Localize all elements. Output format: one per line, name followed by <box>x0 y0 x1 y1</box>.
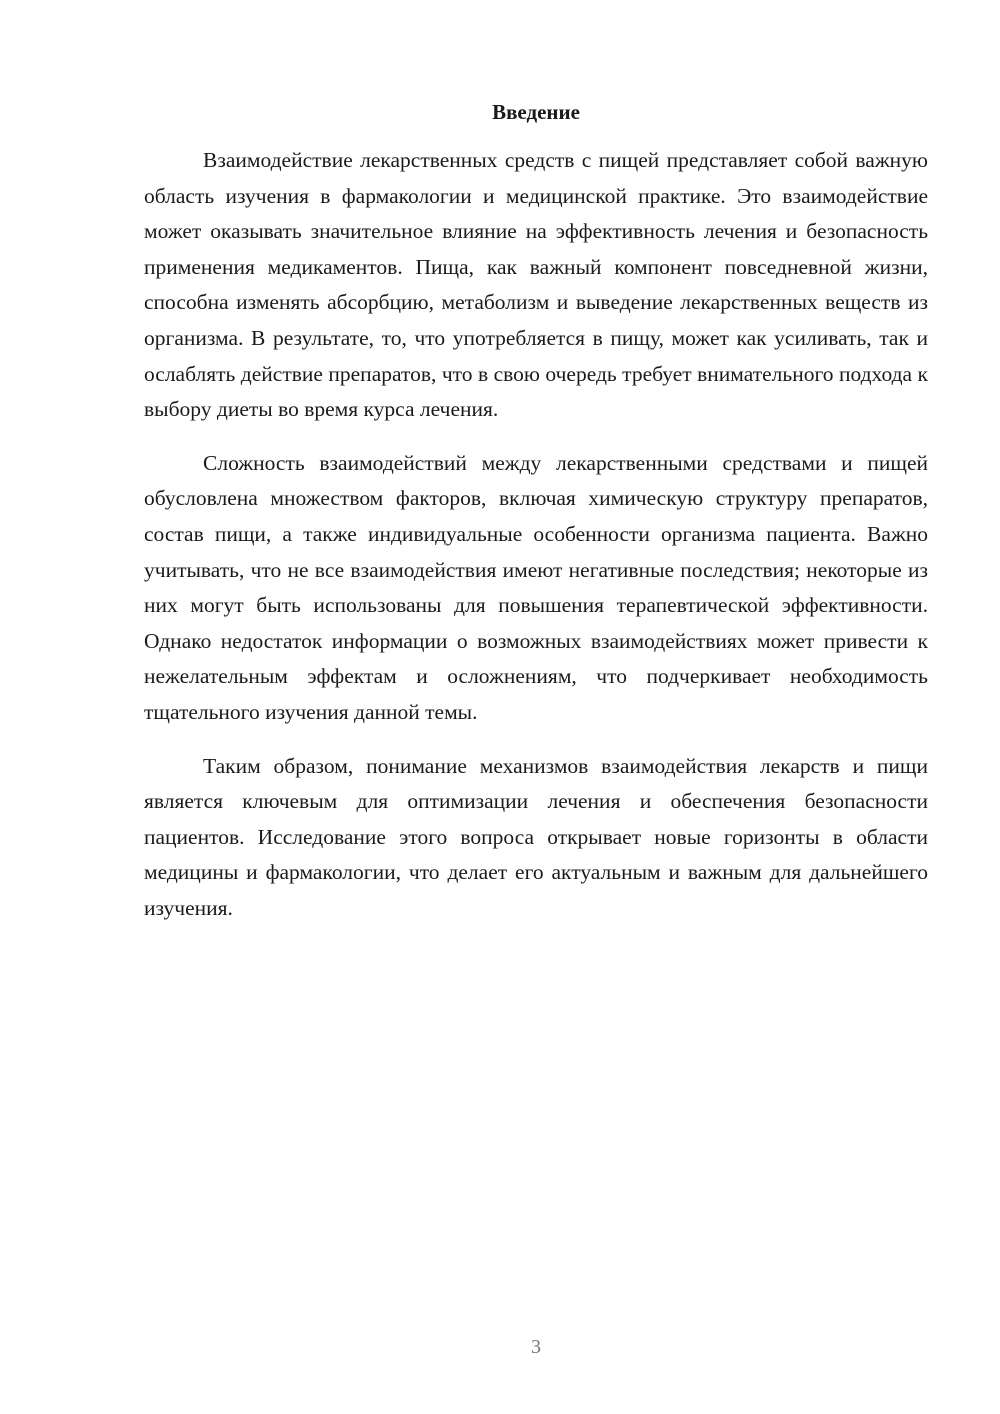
paragraph: Таким образом, понимание механизмов взаимодействия лекарств и пищи является ключевым для оптимизации лечения и обеспечения безопасности пациентов. Исследование этого вопроса открывает новые горизонты в области медицины и фармакологии, что делает его актуальным и важным для дальнейшего изучения. <box>144 753 928 920</box>
paragraph: Взаимодействие лекарственных средств с пищей представляет собой важную область изучения в фармакологии и медицинской практике. Это взаимодействие может оказывать значительное влияние на эффективность лечения и безопасность применения медикаментов. Пища, как важный компонент повседневной жизни, способна изменять абсорбцию, метаболизм и выведение лекарственных веществ из организма. В результате, то, что употребляется в пищу, может как усиливать, так и ослаблять действие препаратов, что в свою очередь требует внимательного подхода к выбору диеты во время курса лечения. <box>144 148 928 422</box>
page-number: 3 <box>531 1336 541 1358</box>
section-title: Введение <box>492 100 580 124</box>
paragraph: Сложность взаимодействий между лекарственными средствами и пищей обусловлена множеством факторов, включая химическую структуру препаратов, состав пищи, а также индивидуальные особенности организма пациента. Важно учитывать, что не все взаимодействия имеют негативные последствия; некоторые из них могут быть использованы для повышения терапевтической эффективности. Однако недостаток информации о возможных взаимодействиях может привести к нежелательным эффектам и осложнениям, что подчеркивает необходимость тщательного изучения данной темы. <box>144 450 928 724</box>
body-text <box>144 143 928 944</box>
